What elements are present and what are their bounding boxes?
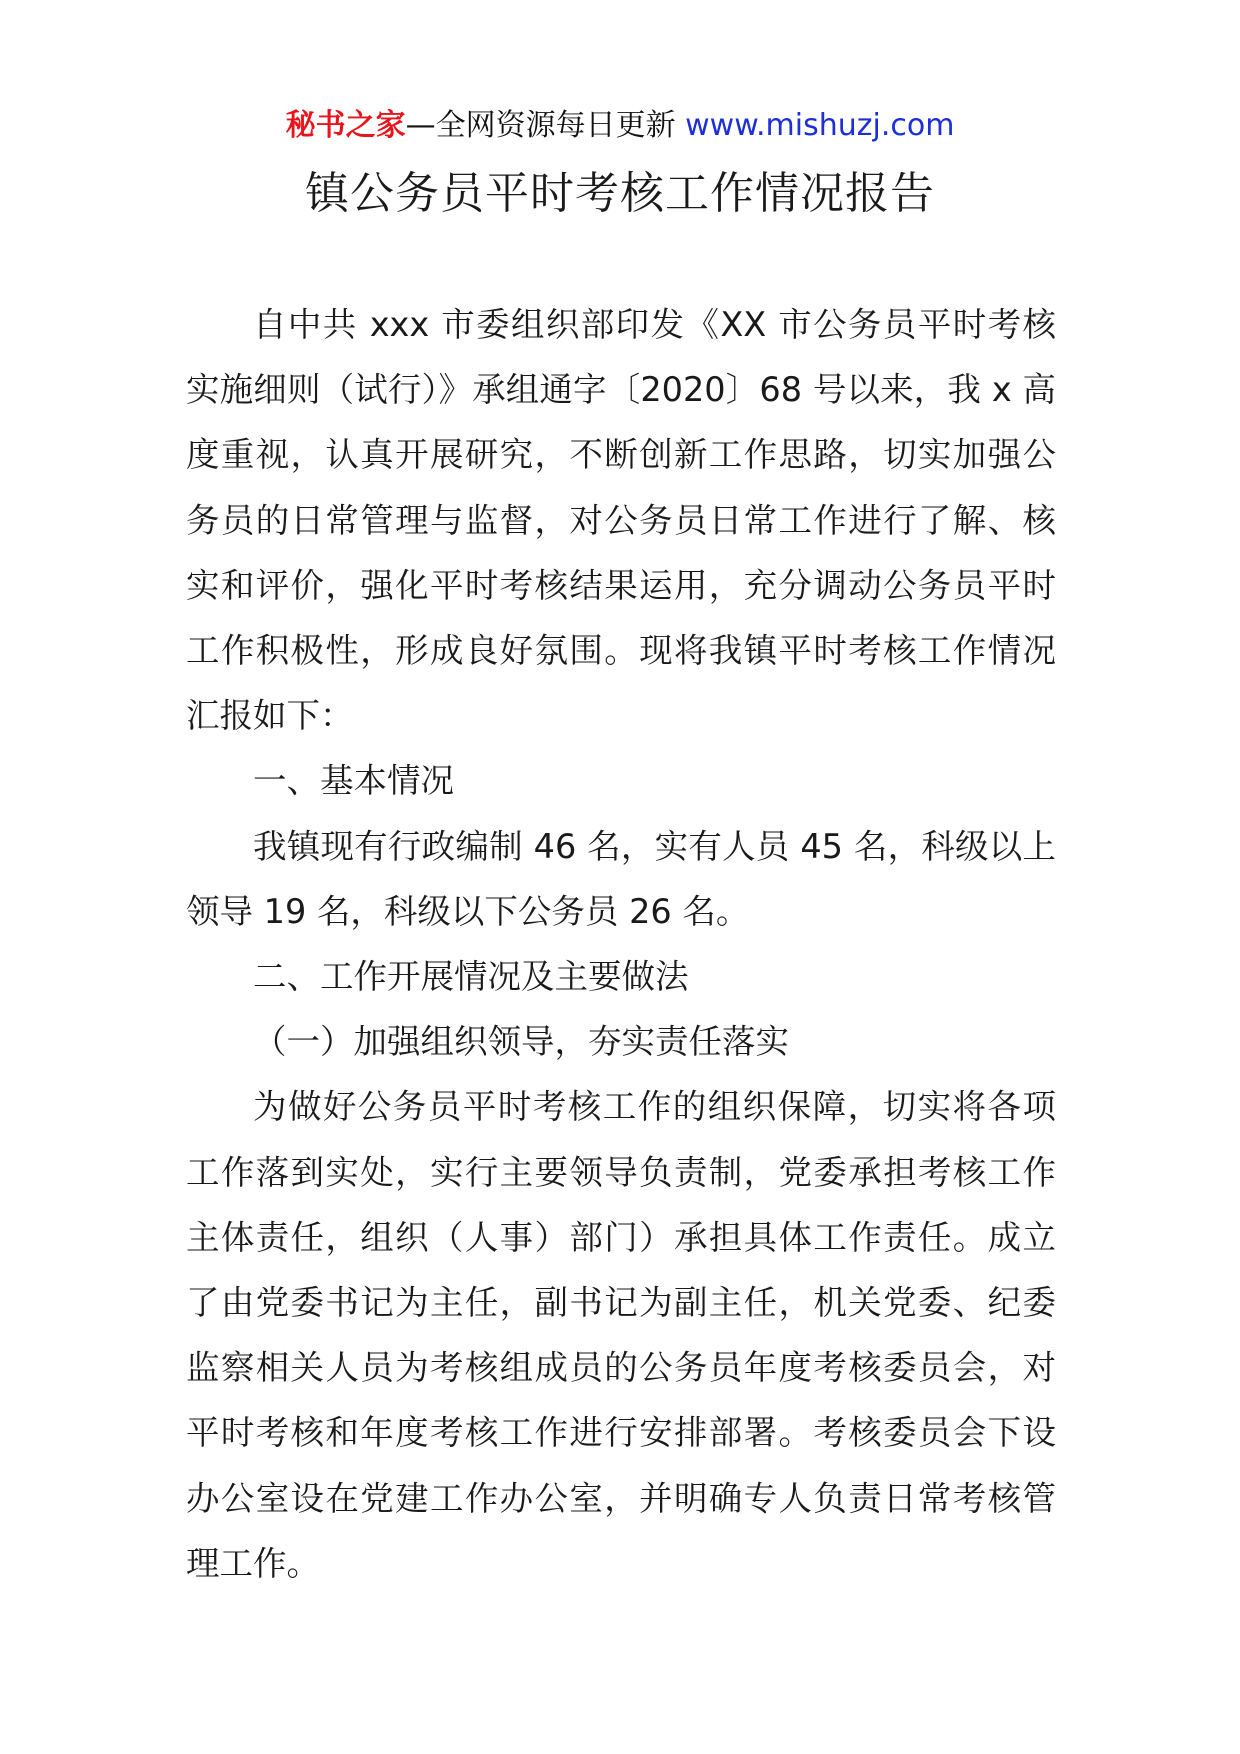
section-heading-work-progress: 二、工作开展情况及主要做法 (253, 957, 689, 997)
site-banner (0, 104, 1240, 148)
section-heading-basic-situation: 一、基本情况 (253, 761, 454, 801)
banner-tagline: —全网资源每日更新 (405, 108, 686, 143)
subsection-heading-organization: （一）加强组织领导，夯实责任落实 (253, 1022, 789, 1062)
intro-paragraph: 自中共 xxx 市委组织部印发《XX 市公务员平时考核实施细则（试行）》承组通字〔2020〕68 号以来，我 x 高度重视，认真开展研究，不断创新工作思路，切实加强公务员的日常管理与监督，对公务员日常工作进行了解、核实和评价，强化平时考核结果运用，充分调动公务员平时工作积极性，形成良好氛围。现将我镇平时考核工作情况汇报如下： (186, 305, 1056, 736)
site-url-link[interactable]: www.mishuzj.com (685, 108, 955, 143)
document-body (186, 292, 1056, 1596)
basic-situation-paragraph: 我镇现有行政编制 46 名，实有人员 45 名，科级以上领导 19 名，科级以下公务员 26 名。 (186, 826, 1056, 931)
document-title: 镇公务员平时考核工作情况报告 (305, 168, 935, 219)
organization-paragraph: 为做好公务员平时考核工作的组织保障，切实将各项工作落到实处，实行主要领导负责制，党委承担考核工作主体责任，组织（人事）部门）承担具体工作责任。成立了由党委书记为主任，副书记为副主任，机关党委、纪委监察相关人员为考核组成员的公务员年度考核委员会，对平时考核和年度考核工作进行安排部署。考核委员会下设办公室设在党建工作办公室，并明确专人负责日常考核管理工作。 (186, 1087, 1056, 1583)
brand-name: 秘书之家 (285, 108, 406, 143)
